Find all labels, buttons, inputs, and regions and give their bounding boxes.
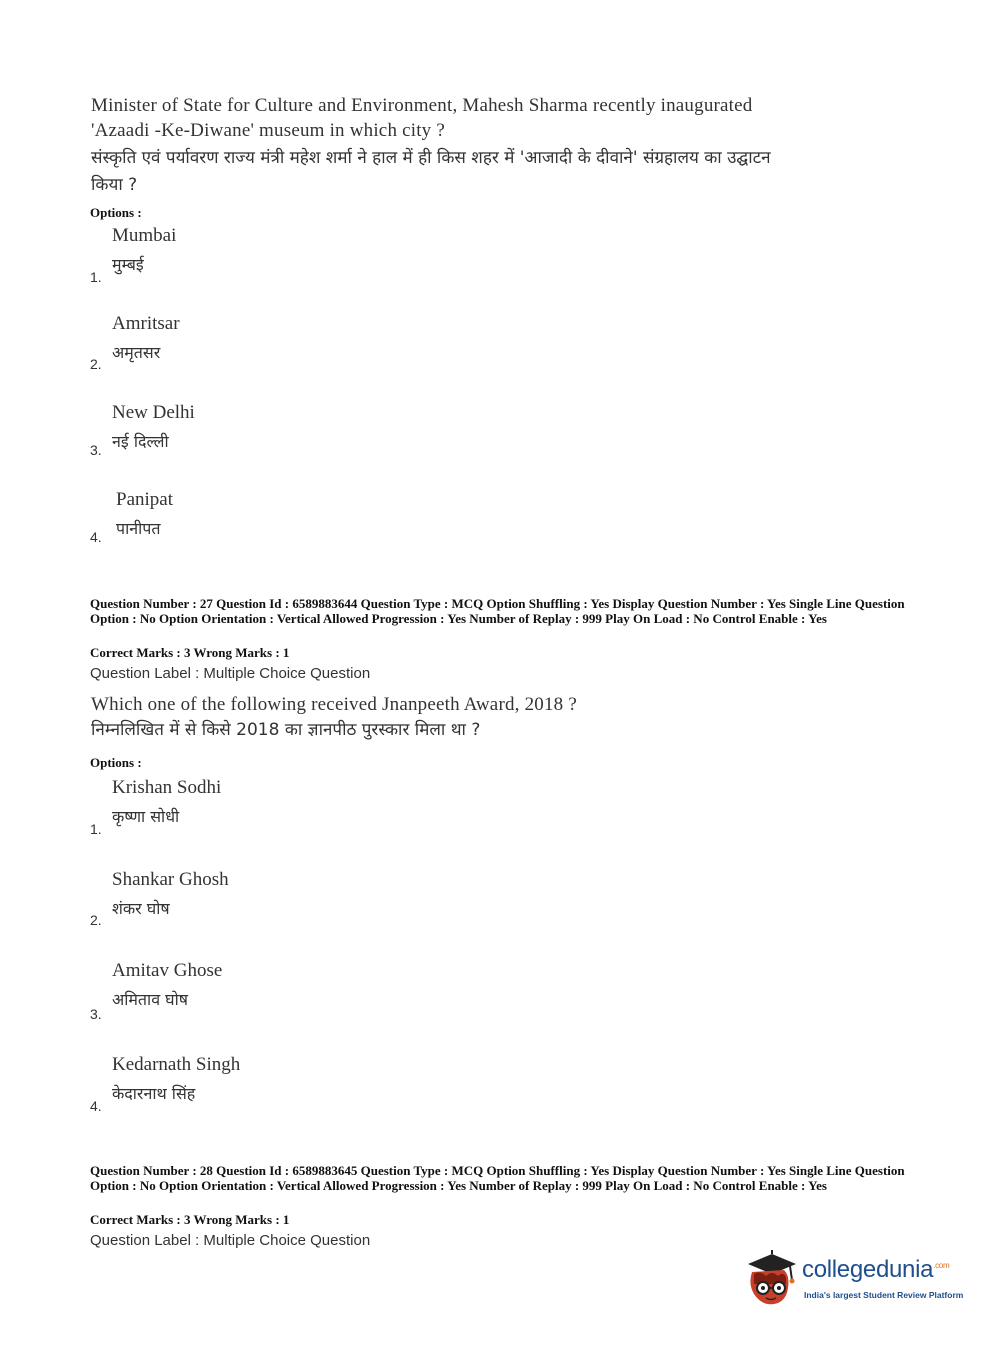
q26-option-4	[88, 489, 488, 559]
option-number: 4.	[90, 1098, 102, 1114]
collegedunia-logo	[742, 1250, 972, 1312]
option-text-english: Panipat	[116, 489, 173, 510]
option-text-hindi: नई दिल्ली	[112, 432, 169, 451]
q27-option-3	[88, 960, 488, 1030]
option-number: 1.	[90, 269, 102, 285]
option-number: 2.	[90, 912, 102, 928]
q26-option-2	[88, 313, 488, 383]
option-text-english: Amritsar	[112, 313, 180, 334]
option-text-english: Kedarnath Singh	[112, 1054, 241, 1075]
q27-marks: Correct Marks : 3 Wrong Marks : 1	[90, 645, 290, 660]
q27-question-label: Question Label : Multiple Choice Question	[90, 665, 371, 682]
q26-option-3	[88, 402, 488, 472]
option-text-hindi: केदारनाथ सिंह	[112, 1084, 196, 1103]
q27-option-1	[88, 777, 488, 847]
q26-option-1	[88, 225, 488, 295]
option-text-english: Amitav Ghose	[112, 960, 223, 981]
q27-option-2	[88, 869, 488, 939]
option-text-hindi: अमिताव घोष	[112, 990, 189, 1009]
mascot-icon	[742, 1250, 800, 1310]
option-number: 1.	[90, 821, 102, 837]
option-text-english: Krishan Sodhi	[112, 777, 222, 798]
q27-metadata: Question Number : 27 Question Id : 6589883644 Question Type : MCQ Option Shuffling : Yes Display Question Number : Yes Single Line Question Option : No Option Orientation : Vertical Allowed Progression : Yes Number of Replay : 999 Play On Load : No Control Enable : Yes	[90, 596, 905, 626]
logo-suffix: .com	[933, 1261, 950, 1270]
option-text-english: Shankar Ghosh	[112, 869, 229, 890]
q28-metadata: Question Number : 28 Question Id : 6589883645 Question Type : MCQ Option Shuffling : Yes Display Question Number : Yes Single Line Question Option : No Option Orientation : Vertical Allowed Progression : Yes Number of Replay : 999 Play On Load : No Control Enable : Yes	[90, 1163, 905, 1193]
q27-options-label: Options :	[90, 755, 142, 770]
option-text-hindi: शंकर घोष	[112, 899, 170, 918]
q26-options-label: Options :	[90, 205, 142, 220]
q27-option-4	[88, 1054, 488, 1124]
option-number: 2.	[90, 356, 102, 372]
option-text-hindi: कृष्णा सोधी	[112, 807, 180, 826]
option-text-hindi: अमृतसर	[112, 343, 161, 362]
q27-question-english: Which one of the following received Jnanpeeth Award, 2018 ?	[91, 694, 577, 715]
logo-name: collegedunia	[802, 1256, 934, 1283]
option-number: 3.	[90, 442, 102, 458]
option-number: 4.	[90, 529, 102, 545]
q26-question-hindi: संस्कृति एवं पर्यावरण राज्य मंत्री महेश शर्मा ने हाल में ही किस शहर में 'आजादी के दीवाने' संग्रहालय का उद्घाटन किया ?	[91, 148, 771, 195]
q28-question-label: Question Label : Multiple Choice Question	[90, 1232, 371, 1249]
option-number: 3.	[90, 1006, 102, 1022]
option-text-hindi: पानीपत	[116, 519, 161, 538]
option-text-hindi: मुम्बई	[112, 255, 144, 274]
q26-question-english: Minister of State for Culture and Environment, Mahesh Sharma recently inaugurated 'Azaadi -Ke-Diwane' museum in which city ?	[91, 95, 753, 141]
option-text-english: New Delhi	[112, 402, 195, 423]
logo-tagline: India's largest Student Review Platform	[804, 1290, 964, 1300]
q27-question-hindi: निम्नलिखित में से किसे 2018 का ज्ञानपीठ पुरस्कार मिला था ?	[91, 720, 481, 740]
option-text-english: Mumbai	[112, 225, 177, 246]
q28-marks: Correct Marks : 3 Wrong Marks : 1	[90, 1212, 290, 1227]
